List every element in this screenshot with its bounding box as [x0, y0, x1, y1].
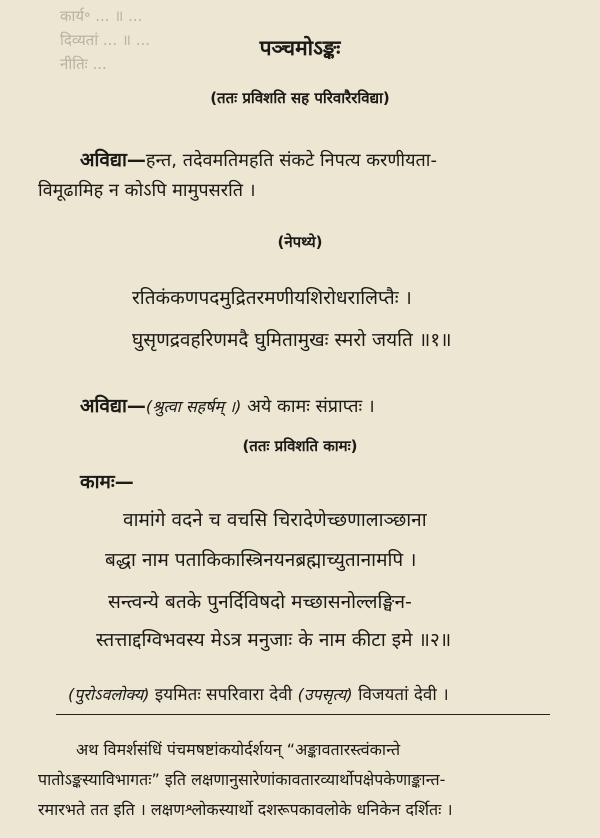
speaker-label: अविद्या—	[80, 395, 146, 417]
speech-continuation: विमूढामिह न कोऽपि मामुपसरति ।	[38, 180, 256, 201]
bleed-through-line: नीतिः ...	[60, 55, 107, 73]
speaker-kama	[80, 468, 134, 494]
footnote-line: अथ विमर्शसंधिं पंचमषष्टांकयोर्दर्शयन् “अङ्कावतारस्त्वंकान्ते	[76, 740, 401, 759]
footnote-line: रमारभते तत इति । लक्षणश्लोकस्यार्थो दशरूपकावलोके धनिकेन दर्शितः ।	[38, 800, 453, 819]
offstage-direction: (नेपथ्ये)	[277, 233, 323, 251]
footnote-line: पातोऽङ्कस्याविभागतः” इति लक्षणानुसारेणांकावतारव्यार्थोपक्षेपकेणाङ्कान्त-	[38, 770, 446, 789]
verse-line: वामांगे वदने च वचसि चिरादेणेच्छणालाञ्छाना	[123, 509, 427, 531]
speech-text: विजयतां देवी ।	[358, 685, 449, 705]
verse-line: बद्धा नाम पताकिकास्त्रिनयनब्रह्माच्युतानामपि ।	[105, 549, 417, 571]
verse-line: स्तत्ताद्दग्विभवस्य मेऽत्र मनुजाः के नाम कीटा इमे ॥२॥	[96, 629, 452, 651]
bleed-through-line: कार्य॰ ... ॥ ...	[60, 7, 143, 25]
speech-text: हन्त, तदेवमतिमहति संकटे निपत्य करणीयता-	[145, 150, 437, 171]
speaker-label: कामः—	[80, 471, 134, 493]
speech-kama	[68, 682, 449, 705]
act-title: पञ्चमोऽङ्कः	[259, 36, 341, 60]
stage-direction-entry: (ततः प्रविशति सह परिवारैरविद्या)	[210, 89, 390, 107]
speech-text: इयमितः सपरिवारा देवी	[154, 685, 293, 705]
speech-text: अये कामः संप्राप्तः ।	[247, 396, 375, 417]
bleed-through-line: दिव्यतां ... ॥ ...	[60, 31, 151, 49]
stage-direction-inline: (पुरोऽवलोक्य)	[68, 685, 150, 704]
speaker-label: अविद्या—	[80, 149, 146, 171]
speech-avidya-1	[80, 146, 437, 172]
verse-line: रतिकंकणपदमुद्रितरमणीयशिरोधरालिप्तैः ।	[132, 287, 412, 309]
stage-direction-inline: (उपसृत्य)	[297, 685, 353, 704]
stage-direction-kama-entry: (ततः प्रविशति कामः)	[242, 437, 358, 455]
speech-avidya-2	[80, 392, 375, 418]
verse-line: घुसृणद्रवहरिणमदै घुमितामुखः स्मरो जयति ॥१॥	[132, 329, 452, 351]
verse-line: सन्त्वन्ये बतके पुनर्दिविषदो मच्छासनोल्लङ्घिन-	[108, 591, 412, 613]
footnote-divider	[56, 714, 550, 715]
stage-direction-inline: (श्रुत्वा सहर्षम् ।)	[145, 397, 242, 416]
